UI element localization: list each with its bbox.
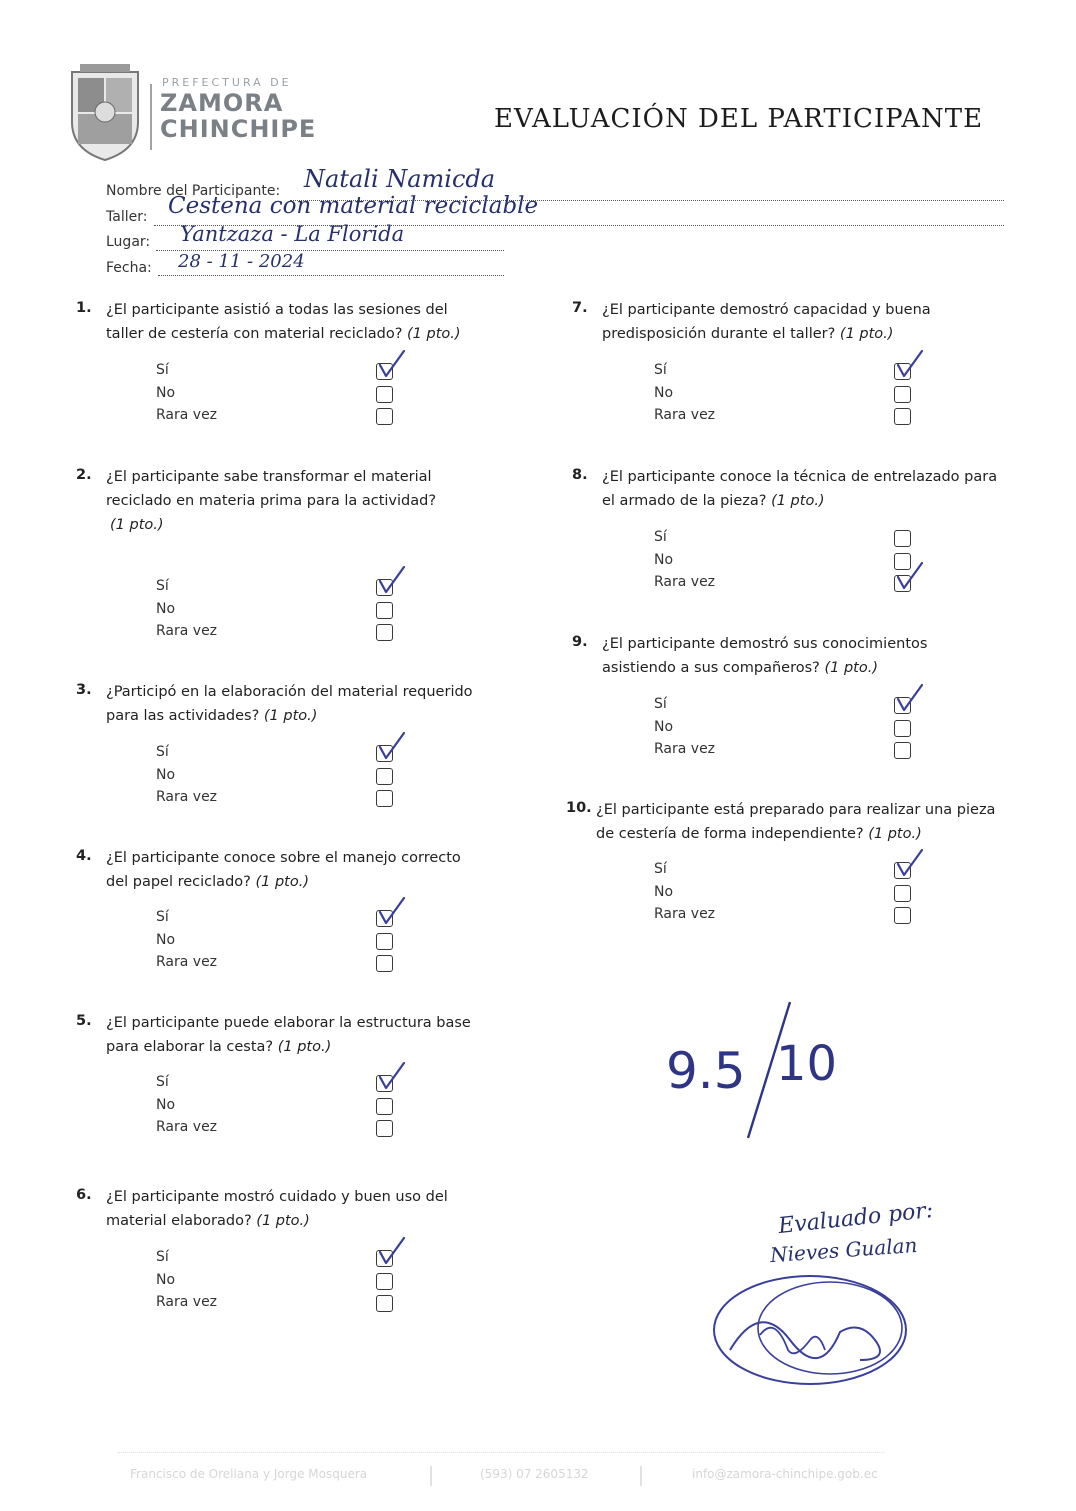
- option-checkbox[interactable]: [376, 1098, 393, 1115]
- question-text: [106, 680, 473, 728]
- document-title: EVALUACIÓN DEL PARTICIPANTE: [494, 104, 984, 134]
- question-line-text: para las actividades?: [106, 708, 260, 724]
- option-checkbox[interactable]: [376, 1273, 393, 1290]
- question-line: ¿El participante demostró sus conocimientos: [602, 636, 928, 652]
- option-label: Rara vez: [156, 1294, 218, 1310]
- checkmark-icon: [374, 896, 408, 926]
- question-line: ¿El participante asistió a todas las sesiones del: [106, 302, 448, 318]
- question-line: [602, 489, 997, 513]
- org-name-line1: ZAMORA: [160, 89, 284, 117]
- question-points: (1 pto.): [256, 1213, 310, 1229]
- option-checkbox[interactable]: [376, 790, 393, 807]
- question-number: 2.: [76, 467, 92, 483]
- option-label: No: [654, 883, 674, 900]
- question-number: 7.: [572, 300, 588, 316]
- question-line: [106, 322, 461, 346]
- question-line: [106, 1035, 471, 1059]
- question-points: (1 pto.): [263, 708, 318, 724]
- option-label: Sí: [654, 696, 667, 712]
- option-label: No: [654, 384, 674, 401]
- option-checkbox[interactable]: [894, 885, 911, 902]
- option-label: No: [156, 766, 176, 783]
- option-checkbox[interactable]: [894, 408, 911, 425]
- place-value[interactable]: Yantzaza - La Florida: [180, 222, 405, 246]
- question-line: ¿El participante demostró capacidad y buena: [602, 302, 931, 318]
- question-line: [602, 656, 927, 680]
- checkmark-icon: [892, 683, 926, 713]
- option-checkbox[interactable]: [376, 1295, 393, 1312]
- question-line-text: asistiendo a sus compañeros?: [602, 660, 820, 676]
- participant-name-value[interactable]: Natali Namicda: [304, 165, 496, 193]
- coat-of-arms-logo: [66, 62, 144, 162]
- option-label: Rara vez: [654, 906, 716, 922]
- option-label: No: [156, 1271, 176, 1288]
- question-line: [106, 489, 436, 513]
- option-checkbox[interactable]: [376, 1120, 393, 1137]
- question-line: [602, 322, 931, 346]
- question-points: (1 pto.): [407, 326, 461, 342]
- question-line: [106, 1209, 448, 1233]
- question-line: [106, 870, 461, 894]
- brand-divider: [150, 84, 152, 150]
- question-text: [602, 465, 997, 513]
- checkmark-icon: [374, 1061, 408, 1091]
- place-label: Lugar:: [106, 234, 151, 250]
- option-label: Sí: [156, 1249, 169, 1265]
- option-checkbox[interactable]: [376, 955, 393, 972]
- date-value[interactable]: 28 - 11 - 2024: [178, 251, 305, 272]
- option-checkbox[interactable]: [376, 768, 393, 785]
- question-line-text: predisposición durante el taller?: [602, 326, 836, 342]
- footer-divider: [118, 1452, 884, 1454]
- option-label: Rara vez: [654, 574, 716, 590]
- question-text: [106, 1185, 448, 1233]
- option-checkbox[interactable]: [894, 720, 911, 737]
- question-line: ¿El participante conoce la técnica de entrelazado para: [602, 469, 998, 485]
- checkmark-icon: [892, 561, 926, 591]
- checkmark-icon: [374, 731, 408, 761]
- option-label: No: [654, 551, 674, 568]
- handwritten-score: [660, 1000, 880, 1140]
- option-checkbox[interactable]: [894, 907, 911, 924]
- question-line-text: de cestería de forma independiente?: [596, 826, 864, 842]
- question-line: [596, 822, 995, 846]
- signature: [700, 1197, 960, 1400]
- question-line-text: taller de cestería con material reciclado?: [106, 326, 403, 342]
- option-checkbox[interactable]: [894, 386, 911, 403]
- option-label: Rara vez: [156, 1119, 218, 1135]
- option-checkbox[interactable]: [376, 408, 393, 425]
- question-text: [602, 632, 927, 680]
- option-checkbox[interactable]: [376, 624, 393, 641]
- option-checkbox[interactable]: [376, 602, 393, 619]
- question-line-text: material elaborado?: [106, 1213, 252, 1229]
- footer-email: info@zamora-chinchipe.gob.ec: [692, 1467, 878, 1481]
- question-number: 8.: [572, 467, 588, 483]
- question-number: 1.: [76, 300, 92, 316]
- question-points: (1 pto.): [824, 660, 879, 676]
- date-line: [158, 274, 504, 276]
- footer-address: Francisco de Orellana y Jorge Mosquera: [130, 1467, 368, 1481]
- checkmark-icon: [374, 349, 408, 379]
- option-label: No: [156, 600, 176, 617]
- option-label: No: [156, 1096, 176, 1113]
- checkmark-icon: [374, 565, 408, 595]
- option-label: Rara vez: [156, 623, 218, 639]
- option-label: Sí: [654, 362, 667, 378]
- question-number: 3.: [76, 682, 92, 698]
- option-label: Rara vez: [156, 407, 218, 423]
- question-number: 10.: [566, 800, 592, 816]
- question-line: ¿El participante está preparado para realizar una pieza: [596, 802, 996, 818]
- option-checkbox[interactable]: [894, 742, 911, 759]
- checkmark-icon: [374, 1236, 408, 1266]
- participant-name-label: Nombre del Participante:: [106, 183, 281, 199]
- workshop-label: Taller:: [106, 209, 148, 225]
- option-checkbox[interactable]: [376, 386, 393, 403]
- option-label: Rara vez: [156, 789, 218, 805]
- footer-separator: [640, 1466, 642, 1486]
- question-line-text: del papel reciclado?: [106, 874, 251, 890]
- question-line: ¿El participante mostró cuidado y buen uso del: [106, 1189, 448, 1205]
- checkmark-icon: [892, 848, 926, 878]
- question-line: ¿El participante sabe transformar el material: [106, 469, 432, 485]
- question-line: ¿Participó en la elaboración del material requerido: [106, 684, 473, 700]
- option-label: Sí: [156, 362, 169, 378]
- option-label: Sí: [156, 744, 169, 760]
- question-line-text: para elaborar la cesta?: [106, 1039, 274, 1055]
- workshop-value[interactable]: Cestena con material reciclable: [168, 193, 539, 219]
- question-text: [106, 465, 436, 537]
- question-text: [602, 298, 931, 346]
- question-number: 5.: [76, 1013, 92, 1029]
- question-line: ¿El participante conoce sobre el manejo correcto: [106, 850, 461, 866]
- question-line-text: el armado de la pieza?: [602, 493, 767, 509]
- question-points: (1 pto.): [771, 493, 825, 509]
- question-points: (1 pto.): [277, 1039, 332, 1055]
- option-label: Rara vez: [156, 954, 218, 970]
- option-checkbox[interactable]: [894, 530, 911, 547]
- checkmark-icon: [892, 349, 926, 379]
- org-name: [160, 90, 316, 142]
- question-line: [106, 513, 436, 537]
- question-text: [106, 298, 461, 346]
- evaluated-by-label: Evaluado por:: [777, 1197, 935, 1240]
- question-points: (1 pto.): [839, 326, 894, 342]
- question-line: ¿El participante puede elaborar la estructura base: [106, 1015, 471, 1031]
- option-label: No: [156, 931, 176, 948]
- option-label: No: [156, 384, 176, 401]
- score-value: 9.5: [666, 1042, 746, 1100]
- question-number: 4.: [76, 848, 92, 864]
- option-label: No: [654, 718, 674, 735]
- option-checkbox[interactable]: [376, 933, 393, 950]
- option-label: Sí: [156, 1074, 169, 1090]
- question-line: [106, 704, 473, 728]
- option-label: Sí: [654, 529, 667, 545]
- evaluator-name: Nieves Gualan: [769, 1232, 919, 1268]
- footer-separator: [430, 1466, 432, 1486]
- question-line-text: reciclado en materia prima para la actividad?: [106, 493, 437, 509]
- footer-phone: (593) 07 2605132: [480, 1467, 589, 1481]
- question-number: 9.: [572, 634, 588, 650]
- question-text: [106, 846, 461, 894]
- score-total: 10: [776, 1036, 838, 1092]
- question-points: (1 pto.): [868, 826, 922, 842]
- question-text: [596, 798, 995, 846]
- question-points: (1 pto.): [255, 874, 309, 890]
- option-label: Sí: [156, 909, 169, 925]
- option-label: Sí: [654, 861, 667, 877]
- date-label: Fecha:: [106, 260, 152, 276]
- question-text: [106, 1011, 471, 1059]
- org-name-line2: CHINCHIPE: [160, 115, 317, 143]
- question-points: (1 pto.): [110, 517, 164, 533]
- question-number: 6.: [76, 1187, 92, 1203]
- option-label: Rara vez: [654, 741, 716, 757]
- org-small-text: PREFECTURA DE: [162, 76, 292, 89]
- option-label: Sí: [156, 578, 169, 594]
- option-label: Rara vez: [654, 407, 716, 423]
